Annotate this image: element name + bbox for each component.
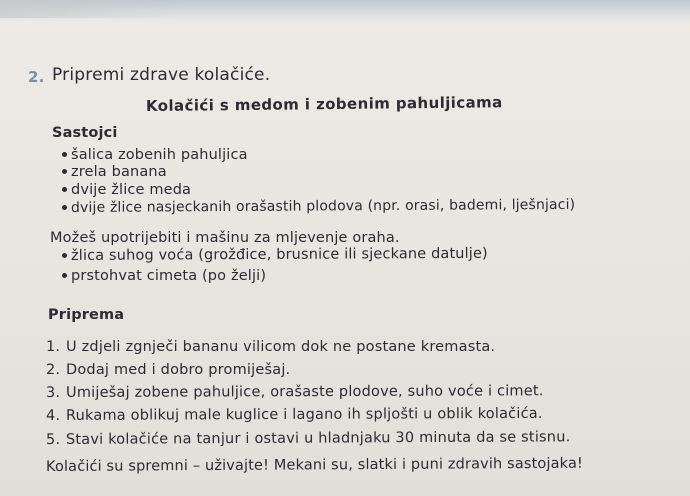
page-top-left-shadow xyxy=(0,0,180,18)
step-number: 4. xyxy=(45,407,61,424)
ingredient-item xyxy=(62,181,191,199)
step-text: Rukama oblikuj male kuglice i lagano ih spljošti u oblik kolačića. xyxy=(65,405,543,424)
preparation-heading: Priprema xyxy=(48,307,125,323)
bullet-icon xyxy=(62,169,67,174)
preparation-step xyxy=(46,405,543,425)
bullet-icon xyxy=(62,187,67,192)
ingredient-text: dvije žlice meda xyxy=(71,182,192,198)
step-number: 2. xyxy=(46,362,61,378)
preparation-step xyxy=(46,361,290,379)
step-number: 5. xyxy=(45,431,61,448)
ingredient-item xyxy=(62,146,248,164)
bullet-icon xyxy=(62,204,67,209)
bullet-icon xyxy=(62,152,67,157)
ingredient-text: šalica zobenih pahuljica xyxy=(71,147,248,163)
task-number: 2. xyxy=(28,68,45,86)
ingredient-text: prstohvat cimeta (po želji) xyxy=(71,268,267,284)
step-number: 1. xyxy=(46,339,61,355)
ingredient-item xyxy=(62,163,167,181)
step-text: Stavi kolačiće na tanjur i ostavi u hladnjaku 30 minuta da se stisnu. xyxy=(65,429,571,448)
optional-ingredient-item xyxy=(62,245,488,265)
closing-text: Kolačići su spremni – uživajte! Mekani su, slatki i puni zdravih sastojaka! xyxy=(45,455,583,475)
task-title: Pripremi zdrave kolačiće. xyxy=(52,65,271,85)
optional-note: Možeš upotrijebiti i mašinu za mljevenje oraha. xyxy=(50,230,400,246)
bullet-icon xyxy=(62,252,67,257)
step-text: U zdjeli zgnječi bananu vilicom dok ne postane kremasta. xyxy=(66,339,496,355)
bullet-icon xyxy=(62,273,67,278)
preparation-step xyxy=(46,428,570,449)
ingredient-text: dvije žlice nasjeckanih orašastih plodova (npr. orasi, bademi, lješnjaci) xyxy=(70,196,576,216)
ingredient-text: zrela banana xyxy=(71,164,167,180)
optional-ingredient-item xyxy=(62,267,266,285)
ingredient-text: žlica suhog voća (grožđice, brusnice ili sjeckane datulje) xyxy=(70,245,488,264)
preparation-step xyxy=(46,382,544,402)
step-text: Dodaj med i dobro promiješaj. xyxy=(66,362,291,378)
ingredients-heading: Sastojci xyxy=(52,125,118,141)
ingredient-item xyxy=(62,196,575,217)
recipe-title: Kolačići s medom i zobenim pahuljicama xyxy=(145,93,503,115)
step-number: 3. xyxy=(45,384,61,401)
step-text: Umiješaj zobene pahuljice, orašaste plodove, suho voće i cimet. xyxy=(65,383,544,401)
preparation-step xyxy=(46,338,495,356)
